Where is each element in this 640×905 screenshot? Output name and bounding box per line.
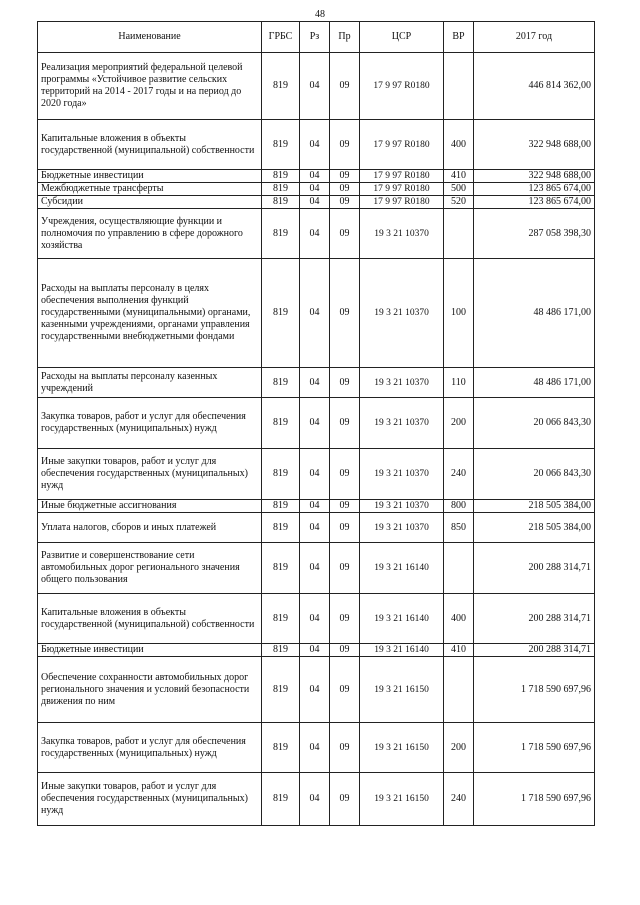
- cell-amount: 123 865 674,00: [474, 183, 595, 196]
- cell-amount: 20 066 843,30: [474, 398, 595, 449]
- cell-vr: 410: [444, 170, 474, 183]
- cell-csr: 19 3 21 10370: [360, 449, 444, 500]
- cell-name: Иные закупки товаров, работ и услуг для обеспечения государственных (муниципальных) нужд: [38, 449, 262, 500]
- cell-grbs: 819: [262, 259, 300, 368]
- cell-vr: 240: [444, 773, 474, 826]
- cell-rz: 04: [300, 513, 330, 543]
- cell-rz: 04: [300, 398, 330, 449]
- cell-name: Закупка товаров, работ и услуг для обеспечения государственных (муниципальных) нужд: [38, 398, 262, 449]
- cell-vr: [444, 53, 474, 120]
- cell-name: Субсидии: [38, 196, 262, 209]
- table-row: [38, 398, 595, 449]
- cell-amount: 218 505 384,00: [474, 500, 595, 513]
- cell-vr: 850: [444, 513, 474, 543]
- cell-rz: 04: [300, 500, 330, 513]
- cell-name: Иные закупки товаров, работ и услуг для обеспечения государственных (муниципальных) нужд: [38, 773, 262, 826]
- cell-grbs: 819: [262, 543, 300, 594]
- cell-name: Капитальные вложения в объекты государственной (муниципальной) собственности: [38, 120, 262, 170]
- cell-csr: 19 3 21 10370: [360, 500, 444, 513]
- cell-csr: 17 9 97 R0180: [360, 120, 444, 170]
- header-csr: ЦСР: [360, 22, 444, 53]
- cell-grbs: 819: [262, 500, 300, 513]
- table-row: [38, 120, 595, 170]
- cell-pr: 09: [330, 657, 360, 723]
- cell-pr: 09: [330, 398, 360, 449]
- cell-pr: 09: [330, 209, 360, 259]
- cell-vr: 400: [444, 120, 474, 170]
- cell-rz: 04: [300, 449, 330, 500]
- cell-amount: 48 486 171,00: [474, 368, 595, 398]
- cell-grbs: 819: [262, 183, 300, 196]
- cell-csr: 19 3 21 16150: [360, 773, 444, 826]
- cell-amount: 218 505 384,00: [474, 513, 595, 543]
- cell-amount: 200 288 314,71: [474, 594, 595, 644]
- cell-name: Бюджетные инвестиции: [38, 170, 262, 183]
- cell-pr: 09: [330, 368, 360, 398]
- cell-amount: 200 288 314,71: [474, 543, 595, 594]
- cell-name: Уплата налогов, сборов и иных платежей: [38, 513, 262, 543]
- header-row: [38, 22, 595, 53]
- table-row: [38, 657, 595, 723]
- cell-rz: 04: [300, 723, 330, 773]
- cell-amount: 200 288 314,71: [474, 644, 595, 657]
- cell-grbs: 819: [262, 53, 300, 120]
- table-row: [38, 170, 595, 183]
- cell-csr: 17 9 97 R0180: [360, 196, 444, 209]
- cell-vr: [444, 657, 474, 723]
- cell-csr: 19 3 21 10370: [360, 513, 444, 543]
- header-pr: Пр: [330, 22, 360, 53]
- cell-vr: [444, 209, 474, 259]
- cell-name: Расходы на выплаты персоналу казенных учреждений: [38, 368, 262, 398]
- table-row: [38, 513, 595, 543]
- cell-csr: 19 3 21 16140: [360, 543, 444, 594]
- cell-name: Реализация мероприятий федеральной целевой программы «Устойчивое развитие сельских территорий на 2014 - 2017 годы и на период до 2020 года»: [38, 53, 262, 120]
- cell-csr: 19 3 21 10370: [360, 259, 444, 368]
- cell-vr: 200: [444, 398, 474, 449]
- cell-vr: 100: [444, 259, 474, 368]
- table-row: [38, 368, 595, 398]
- cell-rz: 04: [300, 196, 330, 209]
- cell-csr: 17 9 97 R0180: [360, 170, 444, 183]
- cell-csr: 19 3 21 16150: [360, 723, 444, 773]
- header-grbs: ГРБС: [262, 22, 300, 53]
- cell-grbs: 819: [262, 196, 300, 209]
- cell-name: Межбюджетные трансферты: [38, 183, 262, 196]
- cell-pr: 09: [330, 120, 360, 170]
- cell-csr: 19 3 21 10370: [360, 209, 444, 259]
- cell-pr: 09: [330, 773, 360, 826]
- cell-name: Бюджетные инвестиции: [38, 644, 262, 657]
- table-row: [38, 773, 595, 826]
- cell-pr: 09: [330, 53, 360, 120]
- cell-rz: 04: [300, 170, 330, 183]
- cell-name: Расходы на выплаты персоналу в целях обеспечения выполнения функций государственными (муниципальными) органами, казенными учреждениями, органами управления государственными внебюджетными фондами: [38, 259, 262, 368]
- cell-vr: 240: [444, 449, 474, 500]
- cell-grbs: 819: [262, 368, 300, 398]
- cell-grbs: 819: [262, 594, 300, 644]
- cell-csr: 19 3 21 10370: [360, 368, 444, 398]
- cell-amount: 287 058 398,30: [474, 209, 595, 259]
- table-row: [38, 259, 595, 368]
- cell-rz: 04: [300, 209, 330, 259]
- header-name: Наименование: [38, 22, 262, 53]
- cell-rz: 04: [300, 543, 330, 594]
- budget-table: [37, 21, 595, 826]
- cell-vr: 200: [444, 723, 474, 773]
- cell-amount: 1 718 590 697,96: [474, 723, 595, 773]
- cell-name: Капитальные вложения в объекты государственной (муниципальной) собственности: [38, 594, 262, 644]
- cell-amount: 1 718 590 697,96: [474, 773, 595, 826]
- page-number: 48: [315, 9, 325, 20]
- cell-vr: 410: [444, 644, 474, 657]
- cell-pr: 09: [330, 723, 360, 773]
- cell-pr: 09: [330, 513, 360, 543]
- cell-grbs: 819: [262, 120, 300, 170]
- cell-rz: 04: [300, 259, 330, 368]
- header-year: 2017 год: [474, 22, 595, 53]
- cell-pr: 09: [330, 500, 360, 513]
- cell-amount: 322 948 688,00: [474, 120, 595, 170]
- cell-pr: 09: [330, 183, 360, 196]
- cell-amount: 123 865 674,00: [474, 196, 595, 209]
- cell-grbs: 819: [262, 773, 300, 826]
- cell-csr: 19 3 21 16140: [360, 594, 444, 644]
- cell-pr: 09: [330, 644, 360, 657]
- cell-name: Закупка товаров, работ и услуг для обеспечения государственных (муниципальных) нужд: [38, 723, 262, 773]
- cell-grbs: 819: [262, 644, 300, 657]
- cell-rz: 04: [300, 183, 330, 196]
- cell-rz: 04: [300, 594, 330, 644]
- cell-grbs: 819: [262, 170, 300, 183]
- table-row: [38, 723, 595, 773]
- cell-csr: 17 9 97 R0180: [360, 183, 444, 196]
- cell-rz: 04: [300, 120, 330, 170]
- table-row: [38, 196, 595, 209]
- cell-rz: 04: [300, 368, 330, 398]
- header-rz: Рз: [300, 22, 330, 53]
- cell-name: Развитие и совершенствование сети автомобильных дорог регионального значения общего пользования: [38, 543, 262, 594]
- cell-amount: 446 814 362,00: [474, 53, 595, 120]
- table-row: [38, 53, 595, 120]
- cell-amount: 1 718 590 697,96: [474, 657, 595, 723]
- table-row: [38, 449, 595, 500]
- cell-grbs: 819: [262, 723, 300, 773]
- cell-vr: 500: [444, 183, 474, 196]
- table-row: [38, 594, 595, 644]
- cell-amount: 48 486 171,00: [474, 259, 595, 368]
- cell-vr: 800: [444, 500, 474, 513]
- table-body: [38, 53, 595, 826]
- header-vr: ВР: [444, 22, 474, 53]
- cell-pr: 09: [330, 196, 360, 209]
- table-row: [38, 543, 595, 594]
- cell-grbs: 819: [262, 398, 300, 449]
- table-row: [38, 183, 595, 196]
- cell-csr: 17 9 97 R0180: [360, 53, 444, 120]
- table-row: [38, 209, 595, 259]
- cell-csr: 19 3 21 10370: [360, 398, 444, 449]
- table-row: [38, 500, 595, 513]
- cell-grbs: 819: [262, 209, 300, 259]
- cell-vr: [444, 543, 474, 594]
- cell-vr: 400: [444, 594, 474, 644]
- cell-vr: 110: [444, 368, 474, 398]
- cell-name: Обеспечение сохранности автомобильных дорог регионального значения и условий безопасности движения по ним: [38, 657, 262, 723]
- cell-pr: 09: [330, 594, 360, 644]
- cell-name: Учреждения, осуществляющие функции и полномочия по управлению в сфере дорожного хозяйства: [38, 209, 262, 259]
- cell-csr: 19 3 21 16150: [360, 657, 444, 723]
- cell-pr: 09: [330, 170, 360, 183]
- cell-pr: 09: [330, 543, 360, 594]
- cell-grbs: 819: [262, 657, 300, 723]
- cell-grbs: 819: [262, 449, 300, 500]
- cell-vr: 520: [444, 196, 474, 209]
- cell-rz: 04: [300, 773, 330, 826]
- cell-rz: 04: [300, 53, 330, 120]
- cell-pr: 09: [330, 449, 360, 500]
- cell-pr: 09: [330, 259, 360, 368]
- cell-rz: 04: [300, 657, 330, 723]
- cell-name: Иные бюджетные ассигнования: [38, 500, 262, 513]
- table-row: [38, 644, 595, 657]
- cell-amount: 20 066 843,30: [474, 449, 595, 500]
- cell-csr: 19 3 21 16140: [360, 644, 444, 657]
- cell-amount: 322 948 688,00: [474, 170, 595, 183]
- cell-grbs: 819: [262, 513, 300, 543]
- cell-rz: 04: [300, 644, 330, 657]
